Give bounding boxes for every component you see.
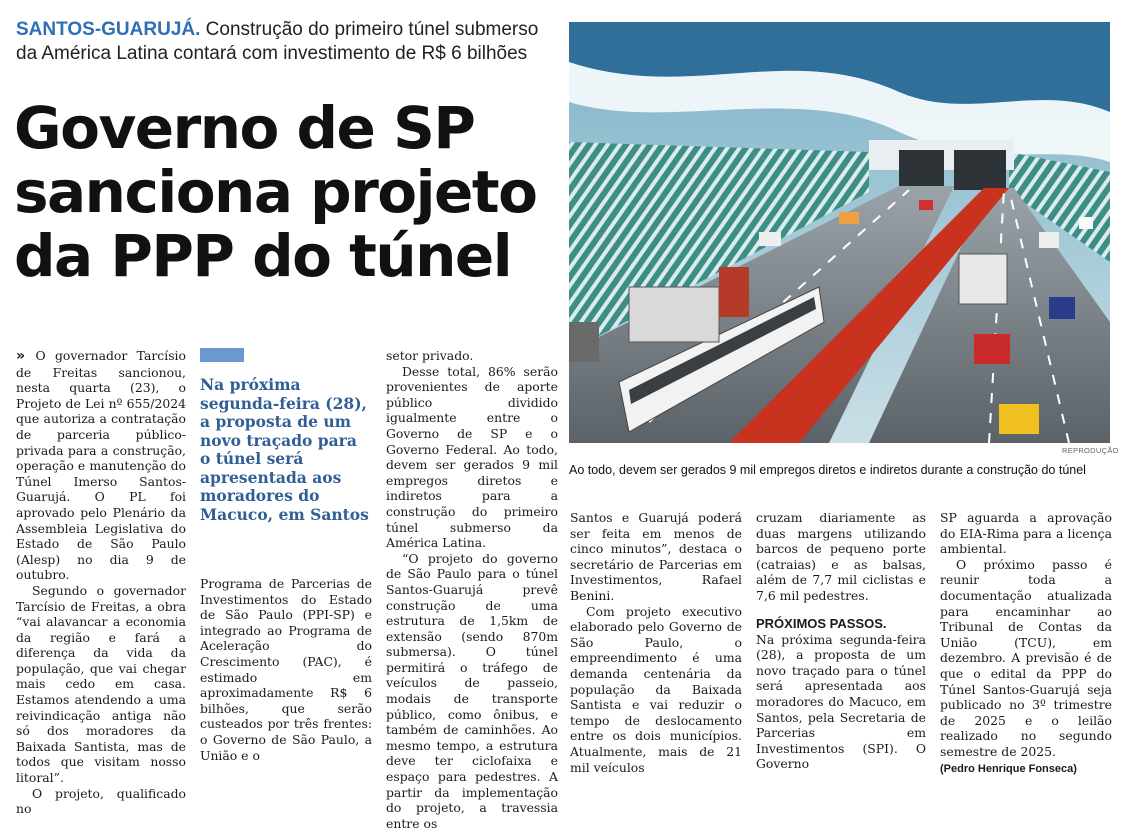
body-paragraph: Com projeto executivo elaborado pelo Governo de São Paulo, o empreendimento é uma demanda centenária da população da Baixada Santista e vai reduzir o tempo de deslocamento entre os dois municípios. Atualmente, mais de 21 mil veículos: [570, 603, 742, 775]
headline-line-3: da PPP do túnel: [14, 222, 512, 290]
body-column-5: [756, 510, 926, 772]
pullquote-bar: [200, 348, 244, 362]
body-paragraph: Na próxima segunda-feira (28), a proposta de um novo traçado para o túnel será apresentada aos moradores do Macuco, em Santos, pela Secretaria de Parcerias em Investimentos (SPI). O Governo: [756, 631, 926, 772]
body-column-2: [200, 348, 372, 763]
headline-line-2: sanciona projeto: [14, 158, 537, 226]
body-paragraph: Santos e Guarujá poderá ser feita em menos de cinco minutos”, destaca o secretário de Parcerias em Investimentos, Rafael Benini.: [570, 510, 742, 603]
section-subhead: PRÓXIMOS PASSOS.: [756, 615, 887, 631]
body-column-3: [386, 348, 558, 831]
body-paragraph: cruzam diariamente as duas margens utilizando barcos de pequeno porte (catraias) e as balsas, além de 7,7 mil ciclistas e 7,6 mil pedestres.: [756, 510, 926, 603]
body-paragraph: [16, 348, 186, 583]
body-paragraph: O próximo passo é reunir toda a documentação atualizada para encaminhar ao Tribunal de Contas da União (TCU), em dezembro. A previsão é de que o edital da PPP do Túnel Santos-Guarujá seja publicado no 3º trimestre de 2025 e o leilão realizado no segundo semestre de 2025.: [940, 556, 1112, 759]
chevron-icon: »: [16, 348, 23, 364]
body-paragraph: setor privado.: [386, 348, 474, 363]
body-paragraph: Segundo o governador Tarcísio de Freitas, a obra “vai alavancar a economia da região e fará a diferença da vida da população, que vai chegar mais cedo em casa. Estamos atendendo a uma reivindicação antiga não só dos moradores da Baixada Santista, mas de todos que visitam nosso litoral”.: [16, 582, 186, 786]
tunnel-illustration: [569, 22, 1110, 443]
author-byline: (Pedro Henrique Fonseca): [940, 762, 1077, 775]
tunnel-rendering-image: [569, 22, 1110, 443]
paragraph-text: O governador Tarcísio de Freitas sancionou, nesta quarta (23), o Projeto de Lei nº 655/2024 que autoriza a contratação de parceria público-privada para a construção, operação e manutenção do Túnel Imerso Santos-Guarujá. O PL foi aprovado pelo Plenário da Assembleia Legislativa do Estado de São Paulo (Alesp) no dia 9 de outubro.: [16, 348, 186, 583]
body-paragraph: Programa de Parcerias de Investimentos do Estado de São Paulo (PPI-SP) e integrado ao Programa de Aceleração do Crescimento (PAC), é estimado em aproximadamente R$ 6 bilhões, que serão custeados por três frentes: o Governo de São Paulo, a União e o: [200, 576, 372, 763]
kicker-text: Construção do primeiro túnel submerso da América Latina contará com investimento de R$ 6 bilhões: [16, 19, 539, 64]
body-paragraph: SP aguarda a aprovação do EIA-Rima para a licença ambiental.: [940, 510, 1112, 557]
body-paragraph: Desse total, 86% serão provenientes de aporte público dividido igualmente entre o Governo de SP e o Governo Federal. Ao todo, devem ser gerados 9 mil empregos diretos e indiretos para a construção do primeiro túnel submerso da América Latina.: [386, 363, 558, 551]
section-tag: SANTOS-GUARUJÁ.: [16, 19, 201, 40]
headline-line-1: Governo de SP: [14, 94, 475, 162]
article-kicker: [16, 18, 556, 66]
body-column-6: [940, 510, 1112, 777]
body-paragraph: O projeto, qualificado no: [16, 785, 186, 817]
pullquote: Na próxima segunda-feira (28), a proposta de um novo traçado para o túnel será apresentada aos moradores do Macuco, em Santos: [200, 375, 369, 524]
body-column-1: [16, 348, 186, 817]
body-paragraph: “O projeto do governo de São Paulo para o túnel Santos-Guarujá prevê construção de uma estrutura de 1,5km de extensão (sendo 870m submersa). O túnel permitirá o tráfego de veículos de passeio, modais de transporte público, como ônibus, e também de caminhões. Ao mesmo tempo, a estrutura deve ter ciclofaixa e espaço para pedestres. A partir da implementação do projeto, a travessia entre os: [386, 550, 558, 831]
article-headline: [14, 96, 554, 288]
body-column-4: [570, 510, 742, 775]
photo-credit: REPRODUÇÃO: [1062, 446, 1119, 455]
photo-caption: Ao todo, devem ser gerados 9 mil empregos diretos e indiretos durante a construção do túnel: [569, 463, 1086, 477]
